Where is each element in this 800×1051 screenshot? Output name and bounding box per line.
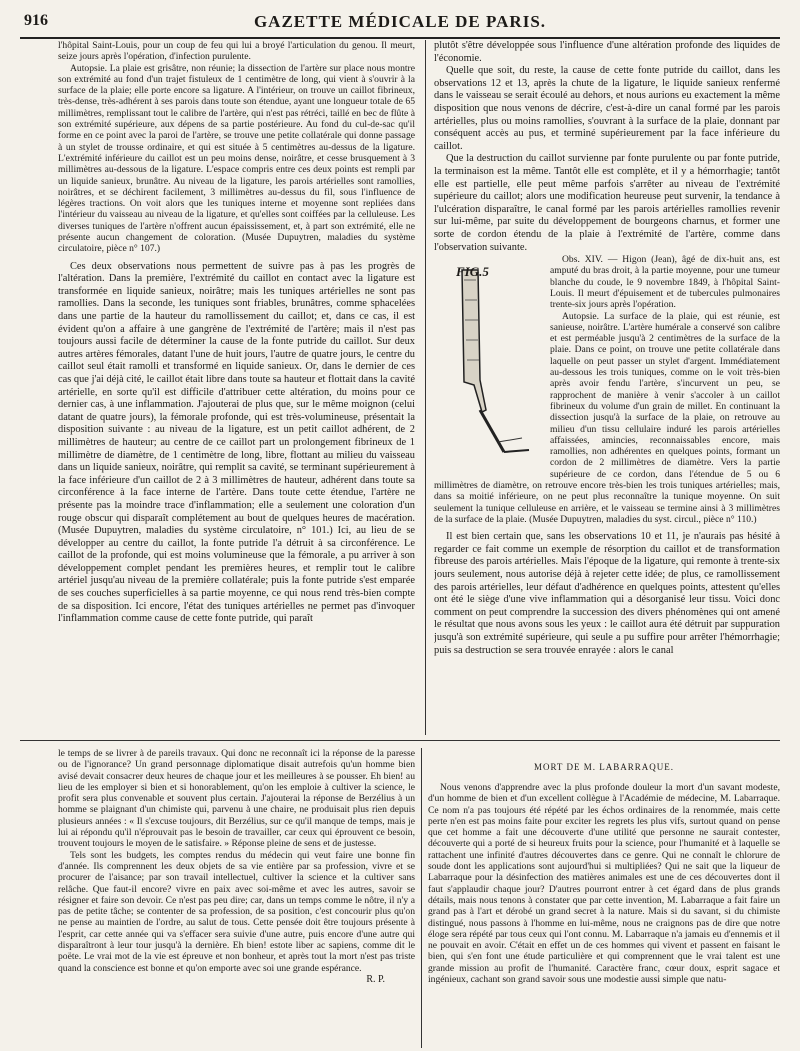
obituary-heading: MORT DE M. LABARRAQUE. [533, 762, 675, 772]
discussion-paragraph: Ces deux observations nous permettent de suivre pas à pas les progrès de l'altération. Dans la première, l'extrémité du caillot en contact avec la ligature est transformée en liquide sanieux, noirâtre; mais les tuniques artérielles ne sont pas ramollies. Dans la seconde, les tuniques sont friables, brunâtres, comme sphacelées dans une partie de la hauteur du ramollissement du caillot; et, dans ce cas, il est évident qu'on a affaire à une gangrène de l'extrémité de l'artère; mais il n'est pas toujours aussi facile de déterminer la cause de la fonte putride du caillot. Sur deux autres artères fémorales, datant l'une de huit jours, l'autre de quatre jours, le centre du caillot seul était ramolli et transformé en liquide sanieux. Or, dans le dernier de ces cas que j'ai déjà cité, le caillot était libre dans toute sa hauteur et flottait dans la cavité artérielle, en sorte qu'il est difficile d'attribuer cette altération, du moins pour ce dernier cas, à une inflammation. J'ajouterai de plus que, sur le même moignon (celui datant de quatre jours), la fémorale profonde, qui est très-volumineuse, présentait la disposition suivante : au niveau de la ligature, est un petit caillot adhérent, de 2 millimètres de hauteur; au centre de ce caillot part un prolongement fibrineux de 1 millimètre de diamètre, de 1 centimètre de long, libre, flottant au milieu du vaisseau dans un liquide sanieux, noirâtre, qui remplit sa cavité, se terminant supérieurement à la face inférieure d'un caillot de 2 à 3 millimètres de hauteur, adhérent dans toute sa circonférence à la face interne de l'artère. Dans toute cette étendue, l'artère ne présente pas la moindre trace d'inflammation; elle a seulement une coloration d'un rouge obscur qui disparaît complétement au bout de quelques heures de macération. (Musée Dupuytren, maladies du système circulatoire, n° 101.) Ici, au lieu de se développer au centre du caillot, la fonte putride l'a détruit à sa circonférence. Le caillot de la profonde, qui est moins volumineuse que la fémorale, a pu arriver à son développement complet pendant les premières heures, et remplir tout le calibre artériel jusqu'au niveau de la première collatérale; puis la fonte putride s'est emparée de ses couches superficielles à sa partie moyenne, ce qui nous rend très-bien compte de sa disposition. Ici encore, l'état des tuniques artérielles ne permet pas d'invoquer l'inflammation comme cause de cette fonte putride, qui paraît [58, 260, 415, 625]
figure-label: FIG.5 [456, 264, 489, 280]
autopsy-paragraph: Autopsie. La plaie est grisâtre, non réunie; la dissection de l'artère sur place nous montre son extrémité au fond d'un trajet fistuleux de 1 centimètre de long, qui vient à s'ouvrir à la surface de la plaie; elle porte encore sa ligature. A l'intérieur, on trouve un caillot fibrineux, très-dense, très-adhérent à ses parois dans toute son étendue, ayant une longueur totale de 65 millimètres, remplissant tout le calibre de l'artère, qui n'est pas rétréci, taillé en bec de flûte à son extrémité supérieure, aux dépens de sa partie postérieure. Au fond du cul-de-sac qu'il forme en ce point avec la paroi de l'artère, se trouve une petite collatérale qui donne passage à un stylet de trousse ordinaire, et qui est située à 5 centimètres au-dessus de la ligature. L'extrémité inférieure du caillot est un peu moins dense, noirâtre, et cesse brusquement à 3 millimètres au-dessous de la ligature. L'espace compris entre ces deux points est rempli par un liquide sanieux, brunâtre. Au niveau de la ligature, les parois artérielles sont ramollies, noirâtres, et se déchirent facilement, 3 millimètres au-dessus du fil, sous l'influence de légères tractions. On voit alors que les tuniques interne et moyenne sont repliées dans l'intérieur du vaisseau au niveau de la ligature, et qu'elles sont coiffées par la celluleuse. Les diverses tuniques de l'artère n'offrent aucun épaississement, et, à part son extrémité, elle ne présente aucun changement de coloration. (Musée Dupuytren, maladies du système circulatoire, pièce n° 107.) [58, 62, 415, 255]
right-column [434, 40, 780, 736]
figure-5 [434, 260, 542, 470]
page-header [20, 12, 780, 36]
continuation-paragraph: plutôt s'être développée sous l'influence d'une altération profonde des liquides de l'économie. [434, 40, 780, 64]
obituary-column [428, 748, 780, 1048]
autopsy-xiv: Autopsie. La surface de la plaie, qui est réunie, est sanieuse, noirâtre. L'artère humérale a conservé son calibre et est perméable jusqu'à 2 centimètres de la surface de la plaie. Dans ce point, on trouve une petite collatérale dans laquelle on peut passer un stylet d'argent. Immédiatement au-dessous les trois tuniques, comme on le voit très-bien après avoir fendu l'artère, s'incurvent un peu, se rapprochent de manière à venir s'accoler à un caillot fibrineux du volume d'un grain de millet. En continuant la dissection jusqu'à la surface de la plaie, on retrouve au milieu d'un tissu cellulaire induré les parois artérielles affaissées, amincies, reconnaissables encore, mais ramollies, non adhérentes en quelques points, formant un cordon de 2 millimètres de diamètre. Vers la partie supérieure de ce cordon, dans l'étendue de 5 ou 6 millimètres de diamètre, on retrouve encore très-bien les trois tuniques artérielles; mais, dans sa moitié inférieure, on ne peut plus reconnaître la tunique moyenne. On suit seulement la tunique celluleuse en arrière, et le vaisseau se termine ainsi à 3 millimètres de la surface de la plaie. (Musée Dupuytren, maladies du syst. circul., pièce n° 110.) [434, 310, 780, 525]
obituary-text: Nous venons d'apprendre avec la plus profonde douleur la mort d'un savant modeste, d'un homme de bien et d'un excellent collègue à l'Académie de médecine, M. Labarraque. Ce nom n'a pas toujours été répété par les échos ordinaires de la renommée, mais cette perte n'en est pas moins faite pour exciter les regrets les plus vifs, surtout quand on pense que cet homme a fait une découverte d'une utilité que personne ne saurait contester, découverte qui a porté de si heureux fruits pour la science, pour l'humanité et à laquelle se rattachent une infinité d'autres découvertes dans ce genre. Qui ne connaît le chlorure de soude dont les applications sont aujourd'hui si multipliées? Qui ne sait que la liqueur de Labarraque pour la désinfection des matières animales est une de ces découvertes dont il faut s'applaudir chaque jour? D'autres pourront entrer à cet égard dans de plus grands détails, mais nous tenons à constater que par cette invention, M. Labarraque a fait faire un grand pas à l'art et dérobé un grand secret à la nature. Mais si du savant, si du chimiste distingué, nous passons à l'homme en lui-même, nous ne craignons pas de dire que notre éloge sera répété par tous ceux qui l'ont connu. M. Labarraque n'a jamais eu d'ennemis et il ne pouvait en avoir. C'était en effet un de ces hommes qui vivent et passent en faisant le bien, qui s'en font une étude particulière et qui comprennent que le vrai talent est une grande mission au profit de l'humanité. Caractère franc, cœur doux, esprit sagace et ingénieux, cachant son grand savoir sous une modestie aussi simple que natu- [428, 782, 780, 986]
feuilleton-paragraph-1: le temps de se livrer à de pareils travaux. Qui donc ne reconnaît ici la réponse de la paresse ou de l'ignorance? Un grand personnage diplomatique disait autrefois qu'un homme bien avisé devait consacrer deux heures de chaque jour et les meilleures à se pousser. Eh bien! au lieu de les employer si bien et si honorablement, qu'on les emploie à cultiver la science, le profit sera plus convenable et souvent plus certain. J'ajouterai la réponse de Berzélius à un homme se plaignant d'un chimiste qui, parvenu à une chaire, ne produisait plus rien depuis plusieurs années : « Il s'excuse toujours, dit Berzélius, sur ce qu'il manque de temps, mais je lui ai répondu qu'il n'éprouvait pas le besoin de travailler, car ceux qui éprouvent ce besoin, trouvent toujours le moyen de le satisfaire. » Réponse pleine de sens et de justesse. [58, 748, 415, 850]
column-divider-bottom [421, 748, 422, 1048]
observation-xiv: Obs. XIV. — Higon (Jean), âgé de dix-huit ans, est amputé du bras droit, à la partie moyenne, pour une tumeur blanche du coude, le 9 novembre 1849, à l'hôpital Saint-Louis. Il meurt d'épuisement et de tubercules pulmonaires trente-six jours après l'opération. [550, 254, 780, 311]
column-divider-top [425, 40, 426, 735]
interpretation-paragraph: Il est bien certain que, sans les observations 10 et 11, je n'aurais pas hésité à regarder ce fait comme un exemple de résorption du caillot et de transformation fibreuse des parois artérielles. Mais l'époque de la ligature, qui remonte à trente-six jours seulement, nous autorise déjà à rejeter cette idée; de plus, ce ramollissement des parois artérielles, leur défaut d'adhérence en quelques points, attestent qu'elles ont été le siège d'une vive inflammation qui a désorganisé leur tissu. Voici donc comment on peut comprendre la succession des divers phénomènes qui ont amené le résultat que nous avons sous les yeux : le caillot aura été détruit par suppuration jusqu'à son extrémité supérieure, qui seule a pu suffire pour arrêter l'hémorrhagie; puis sa destruction se sera trouvée enrayée : alors le canal [434, 531, 780, 656]
artery-illustration [434, 260, 542, 470]
left-column [58, 40, 415, 736]
header-rule [20, 37, 780, 39]
feuilleton-column [58, 748, 415, 1048]
page-number: 916 [24, 12, 48, 29]
section-divider [20, 740, 780, 741]
observation-end: l'hôpital Saint-Louis, pour un coup de feu qui lui a broyé l'articulation du genou. Il meurt, seize jours après l'opération, d'infection purulente. [58, 40, 415, 63]
clot-paragraph: Quelle que soit, du reste, la cause de cette fonte putride du caillot, dans les observations 12 et 13, après la chute de la ligature, le liquide sanieux renfermé dans le vaisseau se serait écoulé au dehors, et nous aurions eu exactement la même disposition que nous venons de décrire, c'est-à-dire un canal formé par les parois artérielles, plus ou moins ramollies, s'ouvrant à la surface de la plaie, donnant par conséquent accès au pus, et terminé supérieurement par la face inférieure du caillot. [434, 65, 780, 152]
signature: R. P. [366, 973, 385, 985]
journal-title: GAZETTE MÉDICALE DE PARIS. [253, 12, 547, 31]
feuilleton-paragraph-2: Tels sont les budgets, les comptes rendus du médecin qui veut faire une bonne fin d'année. Ils comprennent les deux objets de sa vie entière par sa profession, vivre et se procurer de l'aisance; par son travail intellectuel, cultiver la science et la cultiver sans relâche. Que faut-il encore? vivre en paix avec soi-même et avec les autres, savoir se résigner et faire son devoir. Ce n'est pas peu dire; car, dans un temps comme le nôtre, il n'y a pas de petite tâche; se contenter de sa profession, de sa position, c'est concourir plus qu'on ne pense au maintien de l'ordre, au salut de tous. Cette pensée doit être toujours présente à l'esprit, car cette année qui va s'effacer sera suivie d'une autre, puis encore d'une autre qui disparaîtront à leur tour jusqu'à la dernière. Eh bien! estote liber ac sapiens, comme dit le poëte. Le vrai mot de la vie est épreuve et non bonheur, et après tout la mort n'est pas triste quand la conscience est bonne et qu'on emporte avec soi une grande espérance. [58, 849, 415, 974]
termination-paragraph: Que la destruction du caillot survienne par fonte purulente ou par fonte putride, la terminaison est la même. Tantôt elle est complète, et il y a hémorrhagie; tantôt elle est partielle, elle peut même parfois s'arrêter au niveau de l'extrémité supérieure du caillot; alors une modification heureuse peut survenir, la tendance à l'ulcération disparaître, le canal formé par les parois artérielles ramollies revenir sur lui-même, par suite du développement de bourgeons charnus, et former une sorte de cordon étendu de la plaie à l'extrémité de l'artère, comme dans l'observation suivante. [434, 153, 780, 253]
